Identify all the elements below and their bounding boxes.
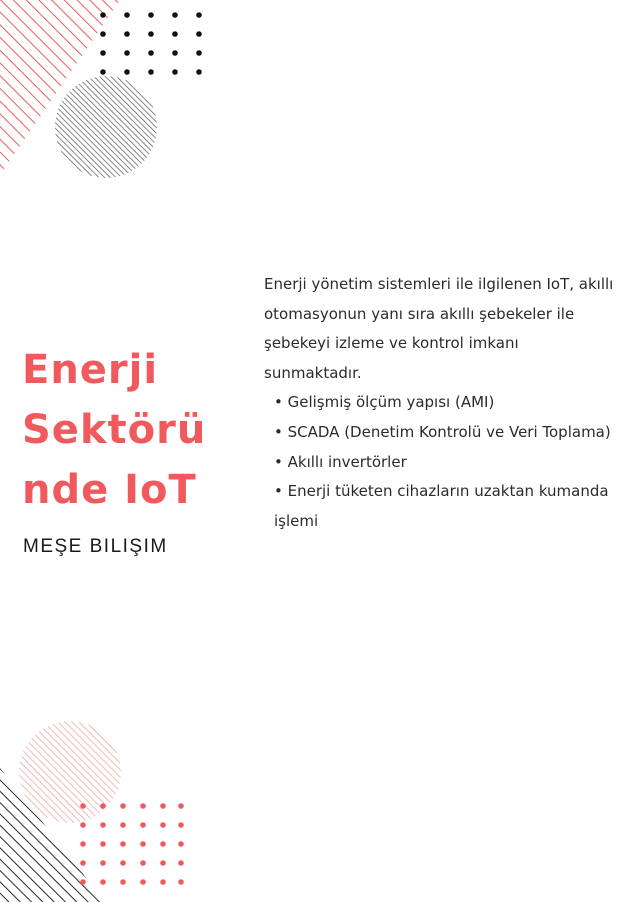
company-name: MEŞE BILIŞIM [23,536,168,557]
title-line-1: Enerji [22,347,159,393]
bullet-item: • Enerji tüketen cihazların uzaktan kumanda işlemi [274,482,609,530]
black-dot-grid-decoration [100,12,202,75]
pink-striped-circle-decoration [19,721,121,823]
bullet-item: • Gelişmiş ölçüm yapısı (AMI) [274,393,495,412]
gray-striped-circle-decoration [55,76,157,178]
title-line-2: Sektörü [22,407,207,453]
red-dot-grid-decoration [80,803,184,885]
bullet-item: • SCADA (Denetim Kontrolü ve Veri Toplama) [274,422,611,441]
red-striped-triangle-decoration [0,0,120,175]
body-text [264,270,614,536]
bullet-item: • Akıllı invertörler [274,452,407,471]
black-striped-triangle-decoration [0,768,105,902]
page-title [22,340,227,520]
intro-paragraph: Enerji yönetim sistemleri ile ilgilenen IoT, akıllı otomasyonun yanı sıra akıllı şebekeler ile şebekeyi izleme ve kontrol imkanı sunmaktadır. [264,275,614,382]
title-line-3: nde IoT [22,467,197,513]
